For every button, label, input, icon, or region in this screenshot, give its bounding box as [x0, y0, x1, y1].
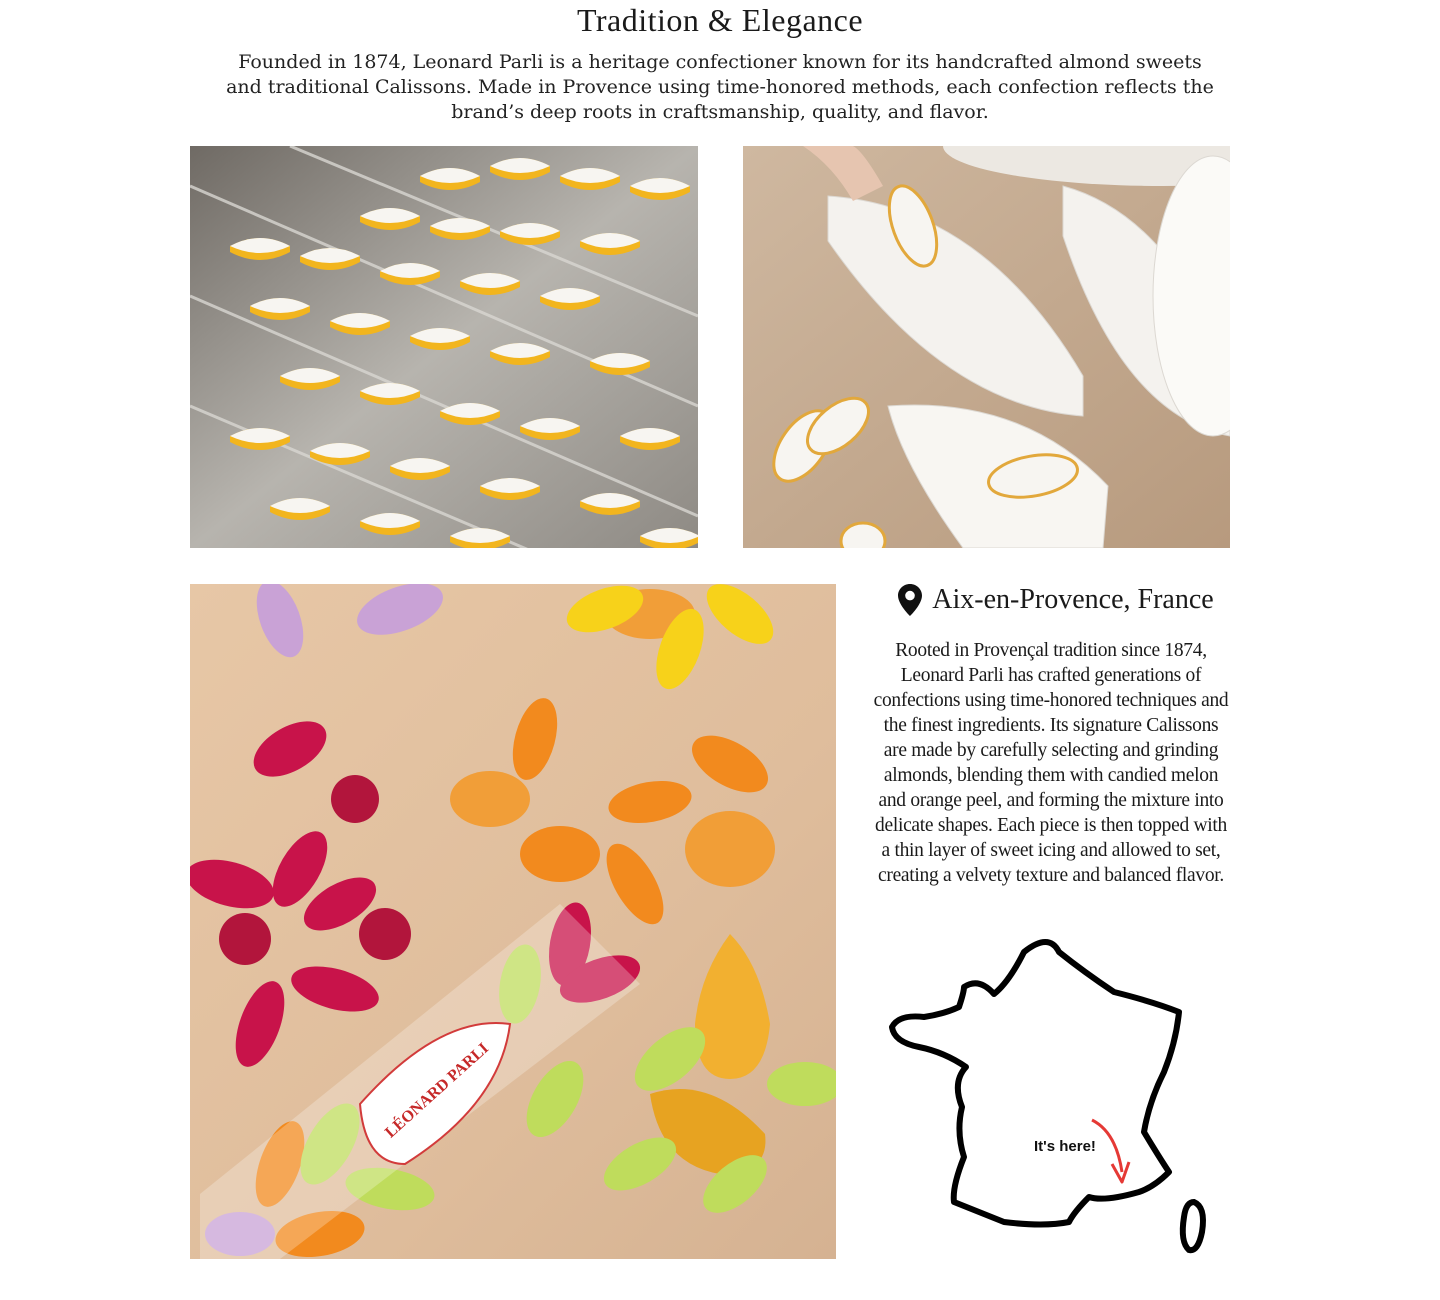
corsica-outline: [1183, 1202, 1203, 1250]
svg-text:LÉONARD PARLI: LÉONARD PARLI: [382, 1039, 492, 1142]
map-callout: It's here!: [1034, 1138, 1096, 1155]
arrow-icon: [1092, 1120, 1122, 1172]
about-paragraph: Rooted in Provençal tradition since 1874, Leonard Parli has crafted generations of confections using time-honored techniques and the finest ingredients. Its signature Calissons are made by carefully selecting and grinding almonds, blending them with candied melon and orange peel, and forming the mixture into delicate shapes. Each piece is then topped with a thin layer of sweet icing and allowed to set, creating a velvety texture and balanced flavor.: [873, 640, 1229, 886]
intro-paragraph: Founded in 1874, Leonard Parli is a heritage confectioner known for its handcrafted almond sweets and traditional Calissons. Made in Provence using time-honored methods, each confection reflects the brand’s deep roots in craftsmanship, quality, and flavor.: [226, 51, 1214, 123]
calissons-on-racks-photo: [190, 146, 698, 548]
france-outline: [892, 942, 1179, 1225]
map-pin-icon: [898, 584, 922, 616]
calisson-boxes-photo: [743, 146, 1230, 548]
location-heading: [868, 580, 1244, 620]
colorful-calissons-photo: [190, 584, 836, 1259]
france-map: [884, 932, 1224, 1262]
section-title: Tradition & Elegance: [576, 2, 864, 38]
location-label: Aix-en-Provence, France: [932, 584, 1214, 615]
